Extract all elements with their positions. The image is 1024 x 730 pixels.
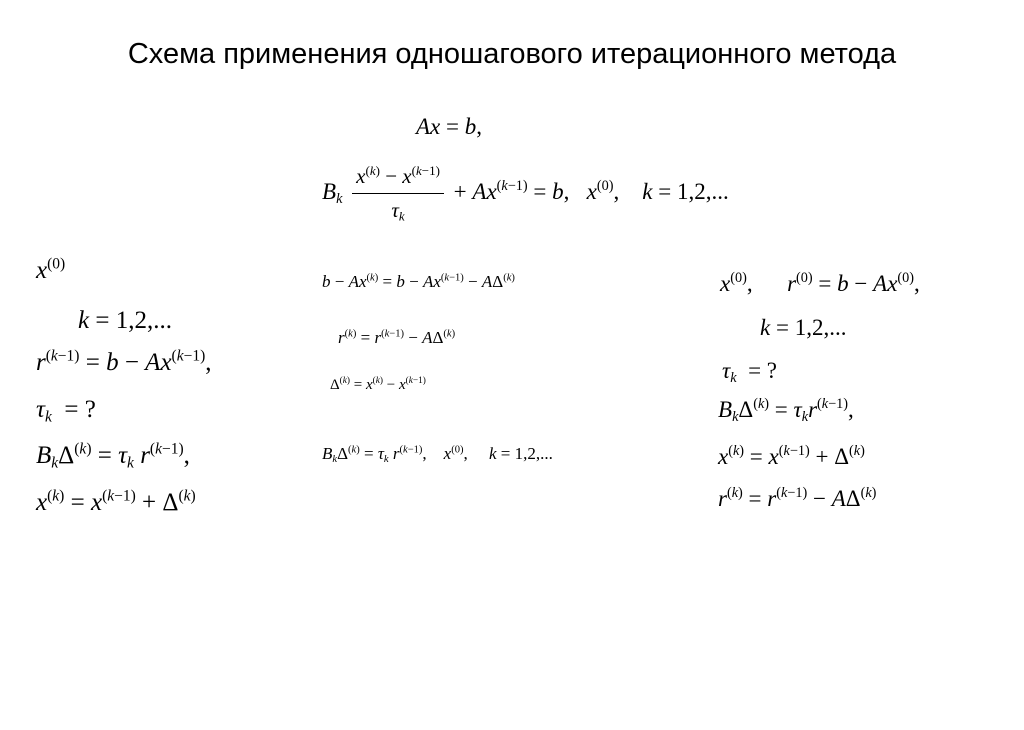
formula-system: Ax = b, — [416, 114, 482, 139]
left-formula-6: $x^{(k)} = x^{(k-1)} + \Delta^{(k)}$ — [36, 487, 196, 516]
right-formula-2: k = 1,2,... — [760, 315, 847, 340]
formula-iteration-scheme: $B_k$ $\frac{x^{(k)} - x^{(k-1)}}{\tau_k}$ + $Ax^{(k-1)} = b$, $x^{(0)}$, k = 1,2,... — [322, 162, 729, 224]
slide-title: Схема применения одношагового итерационного метода — [127, 38, 897, 70]
left-formula-3: $r^{(k-1)} = b - Ax^{(k-1)}$, — [36, 347, 212, 376]
middle-formula-4: $B_k\Delta^{(k)} = \tau_k$ $r^{(k-1)}$, $x^{(0)}$, k = 1,2,... — [322, 444, 553, 465]
right-formula-6: $r^{(k)} = r^{(k-1)} - A\Delta^{(k)}$ — [718, 485, 877, 511]
middle-formula-1: $b - Ax^{(k)} = b - Ax^{(k-1)} - A\Delta^{(k)}$ — [322, 272, 515, 291]
left-formula-2: k = 1,2,... — [78, 307, 172, 334]
fraction: $\frac{x^{(k)} - x^{(k-1)}}{\tau_k}$ — [352, 166, 444, 221]
right-formula-3: $\tau_k$ = ? — [722, 358, 777, 386]
right-formula-1: $x^{(0)}$, $r^{(0)} = b - Ax^{(0)}$, — [720, 270, 920, 296]
left-formula-1: $x^{(0)}$ — [36, 255, 66, 284]
right-formula-4: $B_k\Delta^{(k)} = \tau_kr^{(k-1)}$, — [718, 396, 854, 425]
right-formula-5: $x^{(k)} = x^{(k-1)} + \Delta^{(k)}$ — [718, 443, 865, 469]
left-formula-5: $B_k\Delta^{(k)} = \tau_k$ $r^{(k-1)}$, — [36, 440, 190, 472]
middle-formula-2: $r^{(k)} = r^{(k-1)} - A\Delta^{(k)}$ — [338, 328, 456, 347]
middle-formula-3: $\Delta^{(k)} = x^{(k)} - x^{(k-1)}$ — [330, 376, 426, 393]
left-formula-4: $\tau_k$ = ? — [36, 396, 96, 426]
